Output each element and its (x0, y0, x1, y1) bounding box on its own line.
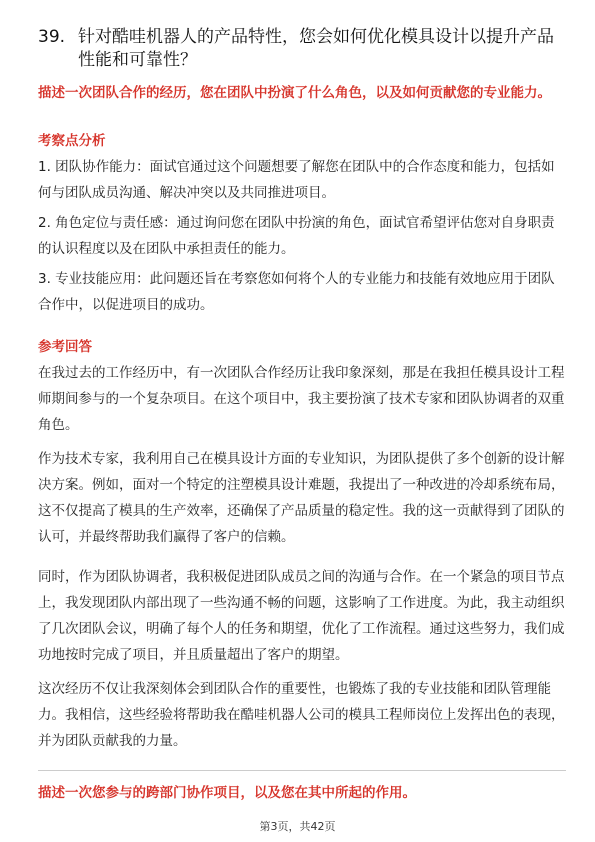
question-heading (38, 26, 566, 72)
analysis-point-2: 2. 角色定位与责任感：通过询问您在团队中扮演的角色，面试官希望评估您对自身职责的认识程度以及在团队中承担责任的能力。 (38, 215, 555, 257)
question-number: 39. (38, 27, 66, 47)
behavior-question: 描述一次团队合作的经历，您在团队中扮演了什么角色，以及如何贡献您的专业能力。 (38, 85, 551, 101)
section-divider (38, 770, 566, 771)
analysis-heading: 考察点分析 (38, 133, 106, 149)
reference-heading: 参考回答 (38, 339, 92, 355)
question-text: 针对酷哇机器人的产品特性，您会如何优化模具设计以提升产品性能和可靠性？ (78, 27, 554, 70)
analysis-point-1: 1. 团队协作能力：面试官通过这个问题想要了解您在团队中的合作态度和能力，包括如何与团队成员沟通、解决冲突以及共同推进项目。 (38, 159, 555, 201)
reference-paragraph-3: 同时，作为团队协调者，我积极促进团队成员之间的沟通与合作。在一个紧急的项目节点上，我发现团队内部出现了一些沟通不畅的问题，这影响了工作进度。为此，我主动组织了几次团队会议，明确了每个人的任务和期望，优化了工作流程。通过这些努力，我们成功地按时完成了项目，并且质量超出了客户的期望。 (38, 569, 565, 663)
reference-paragraph-2: 作为技术专家，我利用自己在模具设计方面的专业知识，为团队提供了多个创新的设计解决方案。例如，面对一个特定的注塑模具设计难题，我提出了一种改进的冷却系统布局，这不仅提高了模具的生产效率，还确保了产品质量的稳定性。我的这一贡献得到了团队的认可，并最终帮助我们赢得了客户的信赖。 (38, 451, 565, 545)
page-footer: 第3页，共42页 (259, 820, 336, 833)
analysis-point-3: 3. 专业技能应用：此问题还旨在考察您如何将个人的专业能力和技能有效地应用于团队合作中，以促进项目的成功。 (38, 271, 555, 313)
next-question: 描述一次您参与的跨部门协作项目，以及您在其中所起的作用。 (38, 785, 416, 801)
reference-paragraph-4: 这次经历不仅让我深刻体会到团队合作的重要性，也锻炼了我的专业技能和团队管理能力。我相信，这些经验将帮助我在酷哇机器人公司的模具工程师岗位上发挥出色的表现，并为团队贡献我的力量。 (38, 681, 565, 749)
reference-paragraph-1: 在我过去的工作经历中，有一次团队合作经历让我印象深刻，那是在我担任模具设计工程师期间参与的一个复杂项目。在这个项目中，我主要扮演了技术专家和团队协调者的双重角色。 (38, 365, 565, 433)
